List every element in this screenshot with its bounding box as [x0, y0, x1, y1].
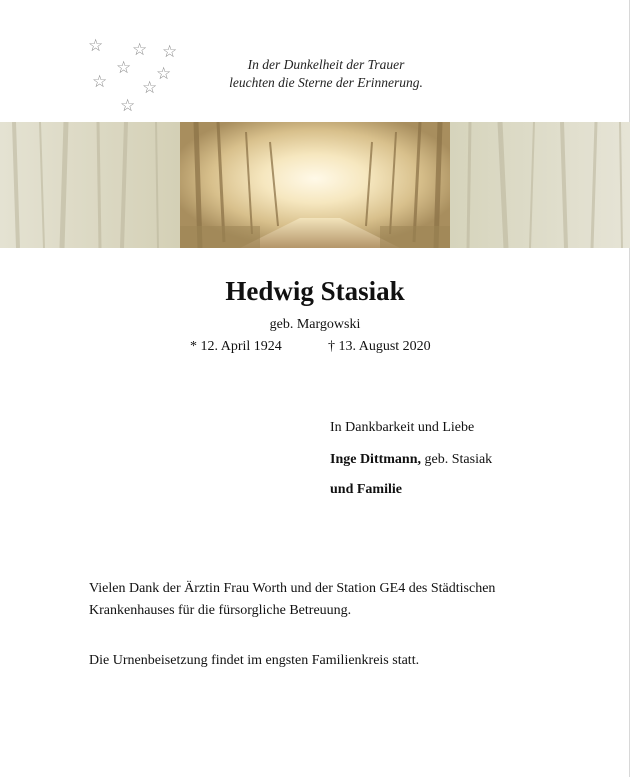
star-icon: ☆ — [132, 40, 148, 60]
star-icon: ☆ — [120, 96, 136, 116]
star-icon: ☆ — [116, 58, 132, 78]
stars-decoration — [84, 34, 194, 118]
mourners-intro: In Dankbarkeit und Liebe — [330, 420, 475, 435]
death-date: † 13. August 2020 — [328, 339, 431, 354]
star-icon: ☆ — [142, 78, 158, 98]
thanks-line-2: Krankenhauses für die fürsorgliche Betreuung. — [89, 603, 352, 618]
star-icon: ☆ — [162, 42, 178, 62]
primary-mourner — [330, 452, 492, 468]
birth-name: geb. Margowski — [269, 317, 361, 332]
primary-mourner-name: Inge Dittmann, — [330, 452, 422, 467]
star-icon: ☆ — [92, 72, 108, 92]
star-icon: ☆ — [88, 36, 104, 56]
thanks-paragraph — [89, 578, 589, 622]
birth-date: * 12. April 1924 — [190, 339, 282, 354]
burial-note: Die Urnenbeisetzung findet im engsten Familienkreis statt. — [89, 653, 420, 668]
motto — [196, 56, 456, 92]
family-line: und Familie — [330, 482, 402, 497]
deceased-name: Hedwig Stasiak — [225, 276, 405, 306]
forest-path-photo — [0, 122, 630, 248]
primary-mourner-birth-name: geb. Stasiak — [421, 452, 493, 467]
motto-line-2: leuchten die Sterne der Erinnerung. — [229, 75, 423, 90]
forest-banner — [0, 122, 630, 248]
star-icon: ☆ — [156, 64, 172, 84]
thanks-line-1: Vielen Dank der Ärztin Frau Worth und der Station GE4 des Städtischen — [89, 581, 496, 596]
motto-line-1: In der Dunkelheit der Trauer — [247, 57, 405, 72]
